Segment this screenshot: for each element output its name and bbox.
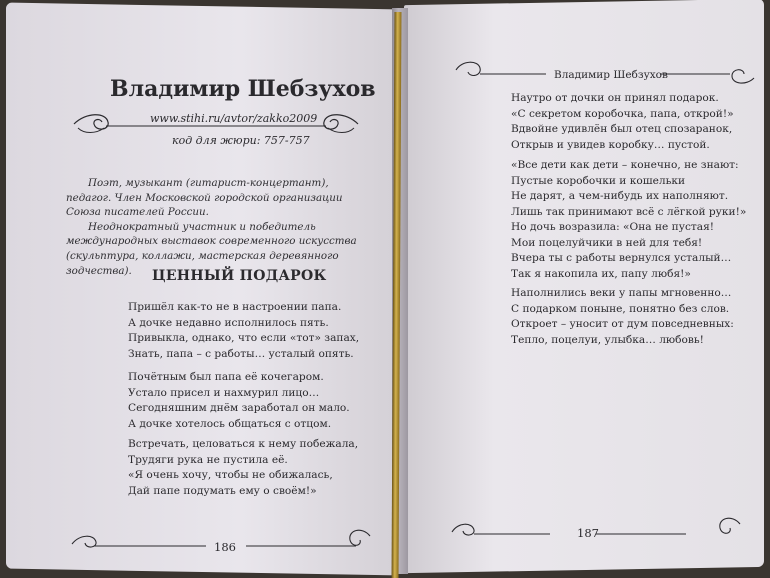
poem-line: Наполнились веки у папы мгновенно… [511,287,732,299]
poem-line: Устало присел и нахмурил лицо… [128,386,320,399]
poem-line: Мои поцелуйчики в ней для тебя! [511,236,703,249]
poem-stanza [511,158,746,220]
poem-line: «Все дети как дети – конечно, не знают: [511,159,739,171]
poem-line: Откроет – уносит от дум повседневных: [511,318,734,331]
poem-line: Открыв и увидев коробку… пустой. [511,138,710,151]
poem-line: Лишь так принимают всё с лёгкой руки!» [511,205,747,218]
poem-line: «С секретом коробочка, папа, открой!» [511,107,734,120]
poem-line: «Я очень хочу, чтобы не обижалась, [128,469,333,482]
poem-line: Знать, папа – с работы… усталый опять. [128,347,354,360]
poem-stanza [511,91,734,153]
poem-stanza [511,286,734,348]
poem-stanza [128,370,350,432]
running-header: Владимир Шебзухов [554,69,668,81]
poem-line: А дочке хотелось общаться с отцом. [128,417,332,430]
poem-line: Но дочь возразила: «Она не пустая! [511,221,715,233]
page-number-right: 187 [577,526,599,540]
author-bio [66,176,376,278]
poem-line: А дочке недавно исполнилось пять. [128,316,329,329]
poem-stanza [511,220,731,282]
poem-line: Не дарят, а чем-нибудь их наполняют. [511,190,729,203]
bio-paragraph: Неоднократный участник и победитель международных выставок современного искусства (скульптура, коллажи, мастерская деревянного зодчества). [66,220,357,277]
poem-stanza [128,437,358,499]
jury-code: код для жюри: 757-757 [172,134,310,147]
poem-line: Вдвойне удивлён был отец спозаранок, [511,123,733,136]
poem-line: Наутро от дочки он принял подарок. [511,92,719,104]
author-title: Владимир Шебзухов [110,76,376,102]
poem-line: Тепло, поцелуи, улыбка… любовь! [511,333,704,346]
poem-line: Сегодняшним днём заработал он мало. [128,402,350,415]
poem-line: Пустые коробочки и кошельки [511,174,686,187]
bio-paragraph: Поэт, музыкант (гитарист-концертант), педагог. Член Московской городской организации Союза писателей России. [66,177,343,219]
author-website[interactable]: www.stihi.ru/avtor/zakko2009 [150,112,318,125]
poem-line: Почётным был папа её кочегаром. [128,371,324,383]
poem-line: Вчера ты с работы вернулся усталый… [511,252,732,265]
poem-line: Так я накопила их, папу любя!» [511,267,691,280]
poem-line: Трудяги рука не пустила её. [128,453,288,466]
poem-stanza [128,300,359,362]
poem-line: Привыкла, однако, что если «тот» запах, [128,332,360,345]
page-number-left: 186 [214,540,236,554]
poem-line: Дай папе подумать ему о своём!» [128,484,317,497]
poem-title: ЦЕННЫЙ ПОДАРОК [152,268,327,284]
poem-line: Встречать, целоваться к нему побежала, [128,438,359,450]
poem-line: С подарком поныне, понятно без слов. [511,302,730,315]
poem-line: Пришёл как-то не в настроении папа. [128,301,342,313]
